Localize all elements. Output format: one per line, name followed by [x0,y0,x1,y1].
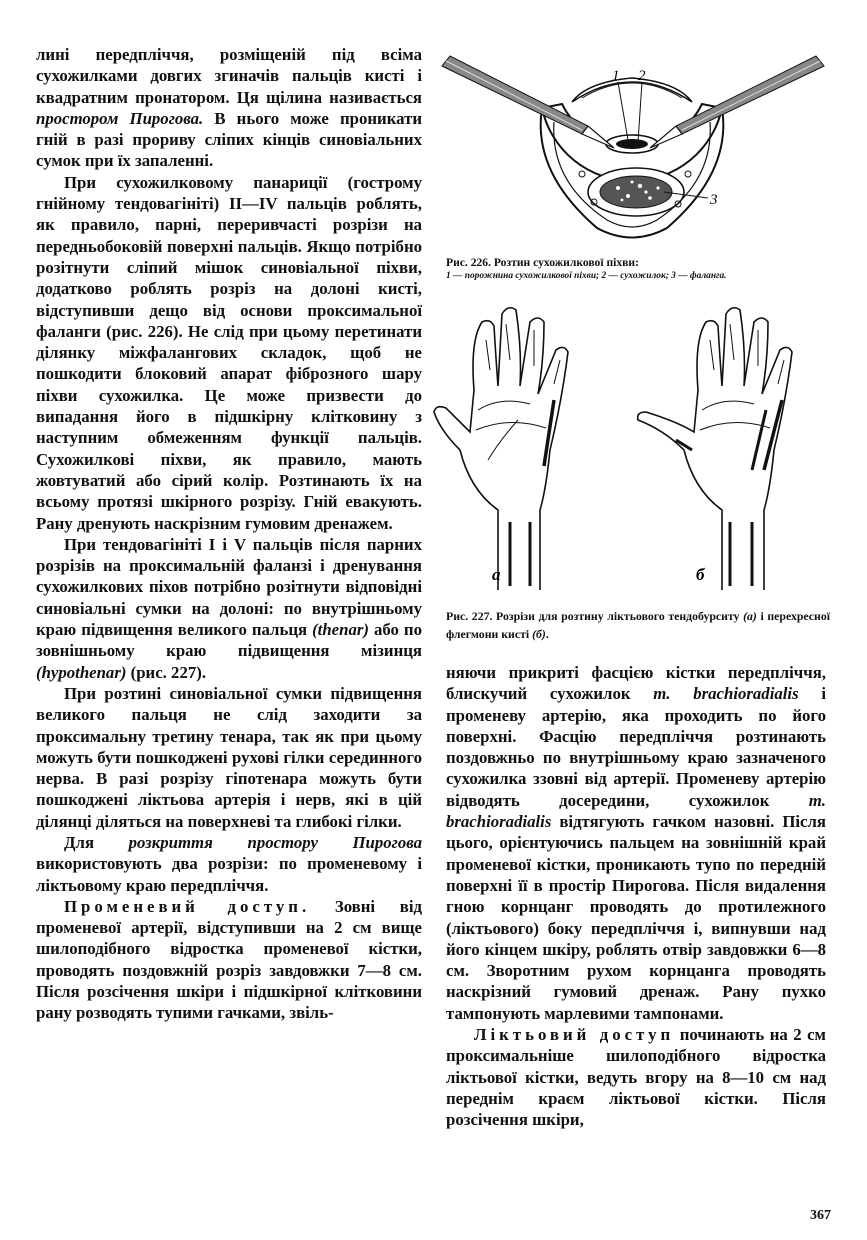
paragraph: При сухожилковому панариції (гострому гнійному тендовагініті) II—IV пальців роблять, як правило, парні, переривчасті розрізи на передньобоковій поверхні пальців. Якщо потрібно розітнути сліпий мішок синовіальної піхви, додатково роблять розріз на долоні кисті, відступивши дещо від основи проксимальної фаланги (рис. 226). Не слід при цьому перетинати ділянку міжфалангових складок, щоб не пошкодити блоковий апарат фіброзного шару піхви сухожилка. Це може призвести до випадання його в підшкірну клітковину з наступним обмеженням функції пальців. Сухожилкові піхви, як правило, мають жовтуватий або сірий колір. Розтинають їх на всьому протязі шкірного розрізу. Гній евакують. Рану дренують наскрізним гумовим дренажем. [36,172,422,533]
paragraph: Для розкриття простору Пирогова використовують два розрізи: по променевому і ліктьовому краю передпліччя. [36,832,422,895]
paragraph: Ліктьовий доступ починають на 2 см проксимальніше шилоподібного відростка ліктьової кістки, ведуть вгору на 8—10 см над переднім краєм ліктьової кістки. Після розсічення шкіри, [446,1025,826,1130]
hand-left [434,308,568,590]
left-column [36,44,422,1024]
paragraph: лині передпліччя, розміщеній під всіма сухожилками довгих згиначів пальців кисті і квадратним пронатором. Ця щілина називається простором Пирогова. В нього може проникати гній в разі прориву сліпих кінців синовіальних сумок при їх запаленні. [36,45,423,171]
figure-226-label-2: 2 [638,68,646,84]
right-column [446,662,826,1131]
section-heading-ulnar-access: Ліктьовий доступ [474,1025,675,1045]
figure-227-label-b: б [696,565,705,584]
figure-227-caption: Рис. 227. Розрізи для розтину ліктьового тендобурситу (а) і перехресної флегмони кисті (б). [446,609,831,641]
paragraph: няючи прикриті фасцією кістки передпліччя, блискучий сухожилок m. brachioradialis і променеву артерію, яка проходить по його поверхні. Фасцію передпліччя розтинають поздовжньо по внутрішньому краю зазначеного сухожилка ззовні від артерії. Променеву артерію відводять досередини, сухожилок m. brachioradialis відтягують гачком назовні. Після цього, орієнтуючись пальцем на зовнішній край променевої кістки, проникають тупо по передній поверхні її в простір Пирогова. Після видалення гною корнцанг проводять до протилежного (ліктьового) боку передпліччя і, випнувши над його кінцем шкіру, роблять отвір завдовжки 6—8 см. Зворотним рухом корнцанга проводять наскрізний гумовий дренаж. Рану пухко тампонують марлевими тампонами. [446,663,827,1023]
figure-227-label-a: а [492,565,501,584]
paragraph: При тендовагініті I і V пальців після парних розрізів на проксимальній фаланзі і дренування сухожилкових піхов потрібно розітнути відповідні синовіальні сумки на долоні: по внутрішньому краю підвищення великого пальця (thenar) або по зовнішньому краю підвищення мізинця (hypothenar) (рис. 227). [36,534,422,682]
figure-227-illustration [430,300,830,600]
page-number: 367 [810,1208,831,1223]
scalpel-right [650,56,824,148]
figure-226-label-1: 1 [612,68,620,84]
figure-226-label-3: 3 [710,192,718,208]
scalpel-left [442,56,614,148]
tendon-sheath [572,78,692,102]
paragraph: Променевий доступ. Зовні від променевої артерії, відступивши на 2 см вище шилоподібного відростка променевої кістки, проводять поздовжній розріз завдовжки 7—8 см. Після розсічення шкіри і підшкірної клітковини рану розводять тупими гачками, звіль- [36,896,422,1023]
figure-226-caption-legend: 1 — порожнина сухожилкової піхви; 2 — сухожилок; 3 — фаланга. [446,271,727,281]
figure-226-caption-title: Рис. 226. Розтин сухожилкової піхви: [446,256,639,269]
figure-226-illustration [432,42,832,252]
hand-right [638,308,792,590]
section-heading-radial-access: Променевий доступ. [64,896,311,916]
paragraph: При розтині синовіальної сумки підвищення великого пальця не слід заходити за проксимальну третину тенара, так як при цьому можуть бути пошкоджені рухові гілки серединного нерва. В разі розрізу гіпотенара можуть бути пошкоджені ліктьова артерія і нерв, які в цій ділянці діляться на поверхневі та глибокі гілки. [36,683,422,831]
figure-226-caption [446,255,830,282]
